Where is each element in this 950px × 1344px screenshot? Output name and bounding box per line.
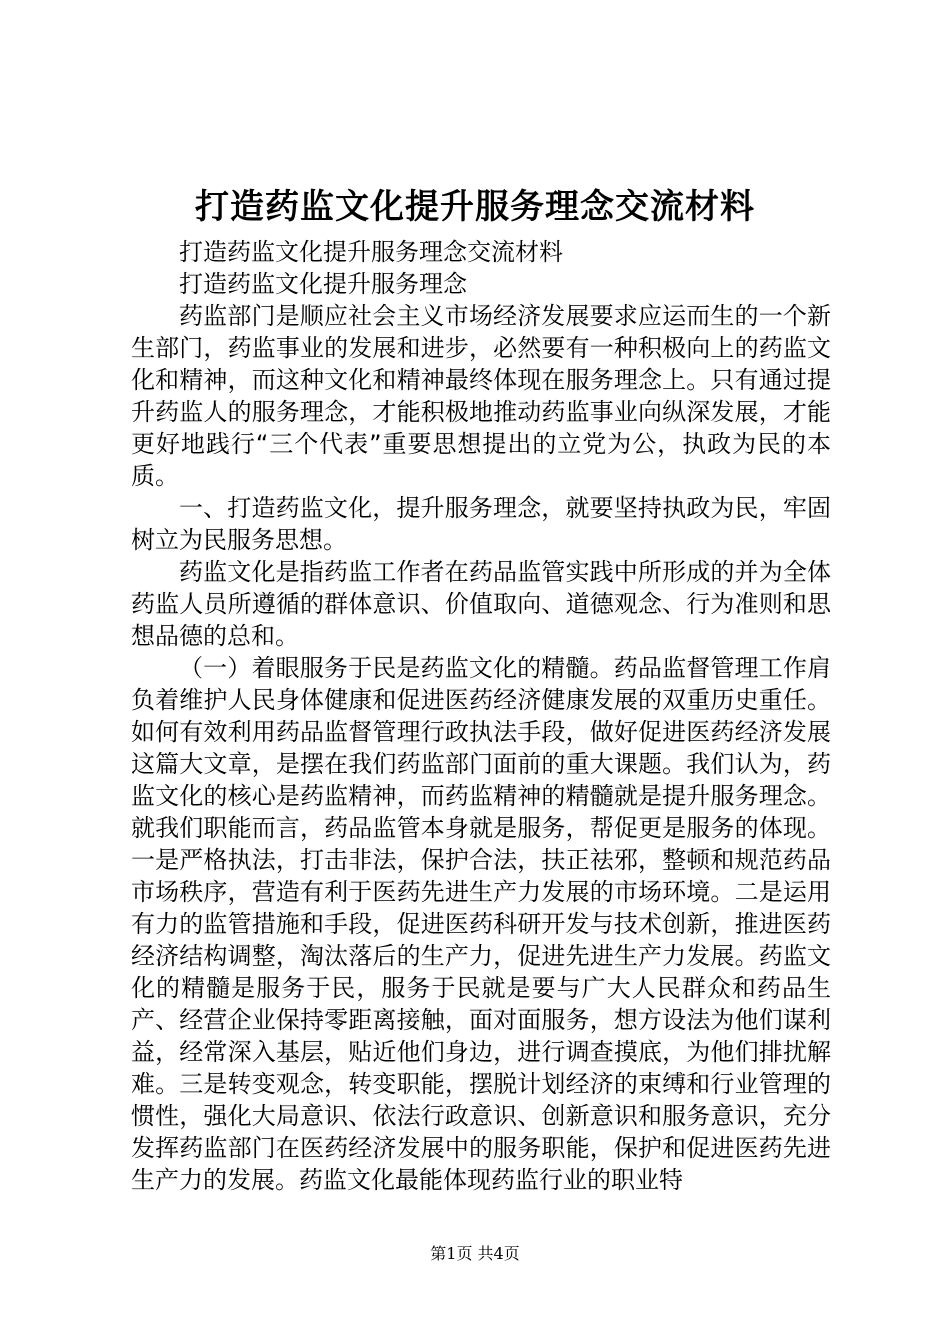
paragraph-section-one: 一、打造药监文化，提升服务理念，就要坚持执政为民，牢固树立为民服务思想。 xyxy=(131,494,831,554)
paragraph-subsection-one: （一）着眼服务于民是药监文化的精髓。药品监督管理工作肩负着维护人民身体健康和促进医药经济健康发展的双重历史重任。如何有效利用药品监督管理行政执法手段，做好促进医药经济发展这篇大文章，是摆在我们药监部门面前的重大课题。我们认为，药监文化的核心是药监精神，而药监精神的精髓就是提升服务理念。就我们职能而言，药品监管本身就是服务，帮促更是服务的体现。一是严格执法，打击非法，保护合法，扶正祛邪，整顿和规范药品市场秩序，营造有利于医药先进生产力发展的市场环境。二是运用有力的监管措施和手段，促进医药科研开发与技术创新，推进医药经济结构调整，淘汰落后的生产力，促进先进生产力发展。药监文化的精髓是服务于民，服务于民就是要与广大人民群众和药品生产、经营企业保持零距离接触，面对面服务，想方设法为他们谋利益，经常深入基层，贴近他们身边，进行调查摸底，为他们排扰解难。三是转变观念，转变职能，摆脱计划经济的束缚和行业管理的惯性，强化大局意识、依法行政意识、创新意识和服务意识，充分发挥药监部门在医药经济发展中的服务职能，保护和促进医药先进生产力的发展。药监文化最能体现药监行业的职业特 xyxy=(131,654,831,1194)
paragraph-intro: 药监部门是顺应社会主义市场经济发展要求应运而生的一个新生部门，药监事业的发展和进步，必然要有一种积极向上的药监文化和精神，而这种文化和精神最终体现在服务理念上。只有通过提升药监人的服务理念，才能积极地推动药监事业向纵深发展，才能更好地践行“三个代表”重要思想提出的立党为公，执政为民的本质。 xyxy=(131,302,831,490)
page-footer: 第1页 共4页 xyxy=(430,1244,520,1263)
paragraph-heading: 打造药监文化提升服务理念 xyxy=(179,270,467,298)
document-body xyxy=(131,236,831,1196)
paragraph-subtitle: 打造药监文化提升服务理念交流材料 xyxy=(179,238,563,266)
paragraph-definition: 药监文化是指药监工作者在药品监管实践中所形成的并为全体药监人员所遵循的群体意识、价值取向、道德观念、行为准则和思想品德的总和。 xyxy=(131,558,831,650)
document-title: 打造药监文化提升服务理念交流材料 xyxy=(195,187,755,227)
